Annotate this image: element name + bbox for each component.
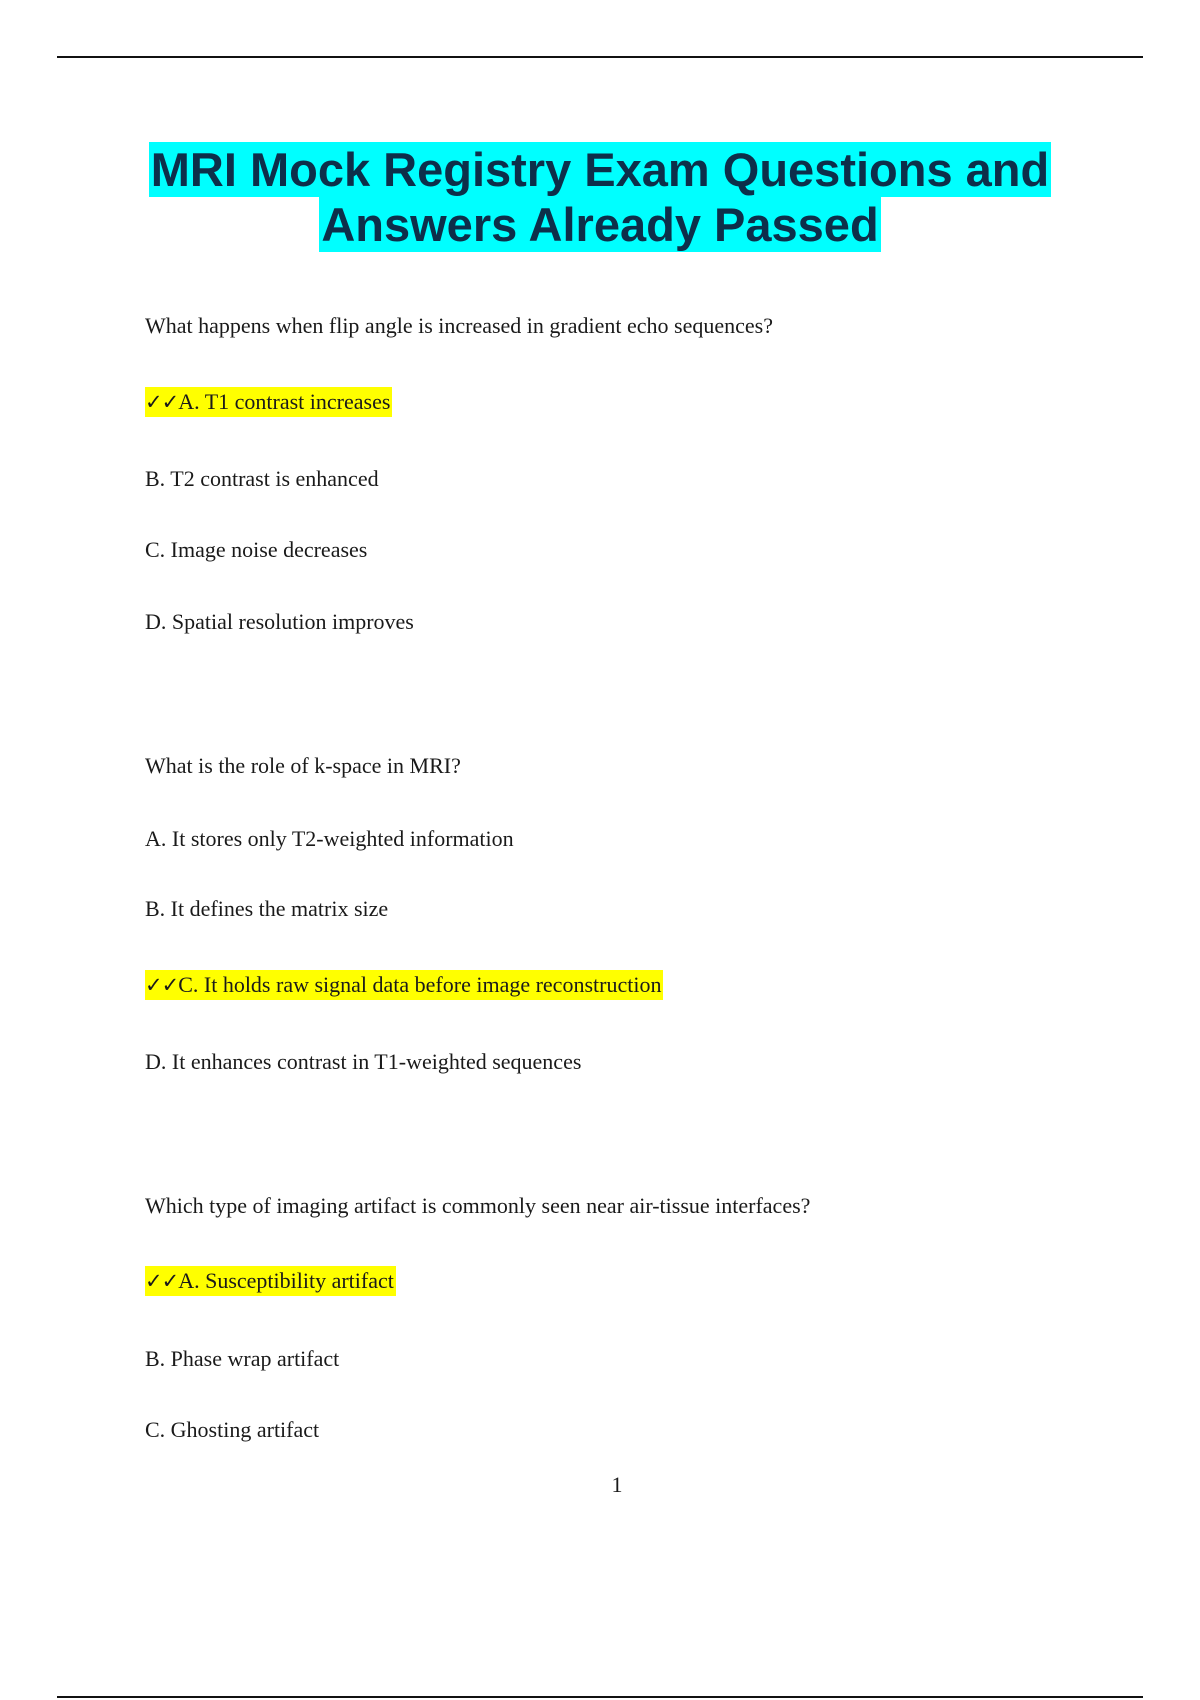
q1-option-c: C. Image noise decreases bbox=[145, 537, 368, 562]
title-line-2: Answers Already Passed bbox=[321, 198, 879, 251]
bottom-rule bbox=[57, 1696, 1143, 1698]
title-line-1: MRI Mock Registry Exam Questions and bbox=[150, 143, 1050, 196]
q1-option-b: B. T2 contrast is enhanced bbox=[145, 466, 379, 491]
q3-option-a-correct bbox=[145, 1266, 396, 1296]
correct-answer-highlight bbox=[145, 970, 663, 1000]
option-text: A. Susceptibility artifact bbox=[178, 1268, 394, 1293]
double-check-icon: ✓✓ bbox=[145, 390, 179, 414]
question-3: Which type of imaging artifact is commonly seen near air-tissue interfaces? bbox=[145, 1193, 811, 1218]
q2-option-b: B. It defines the matrix size bbox=[145, 896, 389, 921]
top-rule bbox=[57, 56, 1143, 58]
option-text: C. It holds raw signal data before image reconstruction bbox=[178, 972, 662, 997]
question-2: What is the role of k-space in MRI? bbox=[145, 753, 461, 778]
correct-answer-highlight bbox=[145, 387, 392, 417]
q2-option-c-correct bbox=[145, 970, 663, 1000]
q3-option-b: B. Phase wrap artifact bbox=[145, 1346, 340, 1371]
correct-answer-highlight bbox=[145, 1266, 396, 1296]
q1-option-a-correct bbox=[145, 387, 392, 417]
q1-option-d: D. Spatial resolution improves bbox=[145, 609, 414, 634]
q2-option-a: A. It stores only T2-weighted information bbox=[145, 826, 514, 851]
double-check-icon: ✓✓ bbox=[145, 1269, 179, 1293]
option-text: A. T1 contrast increases bbox=[178, 389, 391, 414]
page-number: 1 bbox=[611, 1472, 623, 1497]
q3-option-c: C. Ghosting artifact bbox=[145, 1417, 320, 1442]
document-title bbox=[0, 142, 1200, 252]
double-check-icon: ✓✓ bbox=[145, 973, 179, 997]
q2-option-d: D. It enhances contrast in T1-weighted sequences bbox=[145, 1049, 582, 1074]
question-1: What happens when flip angle is increased in gradient echo sequences? bbox=[145, 313, 773, 338]
